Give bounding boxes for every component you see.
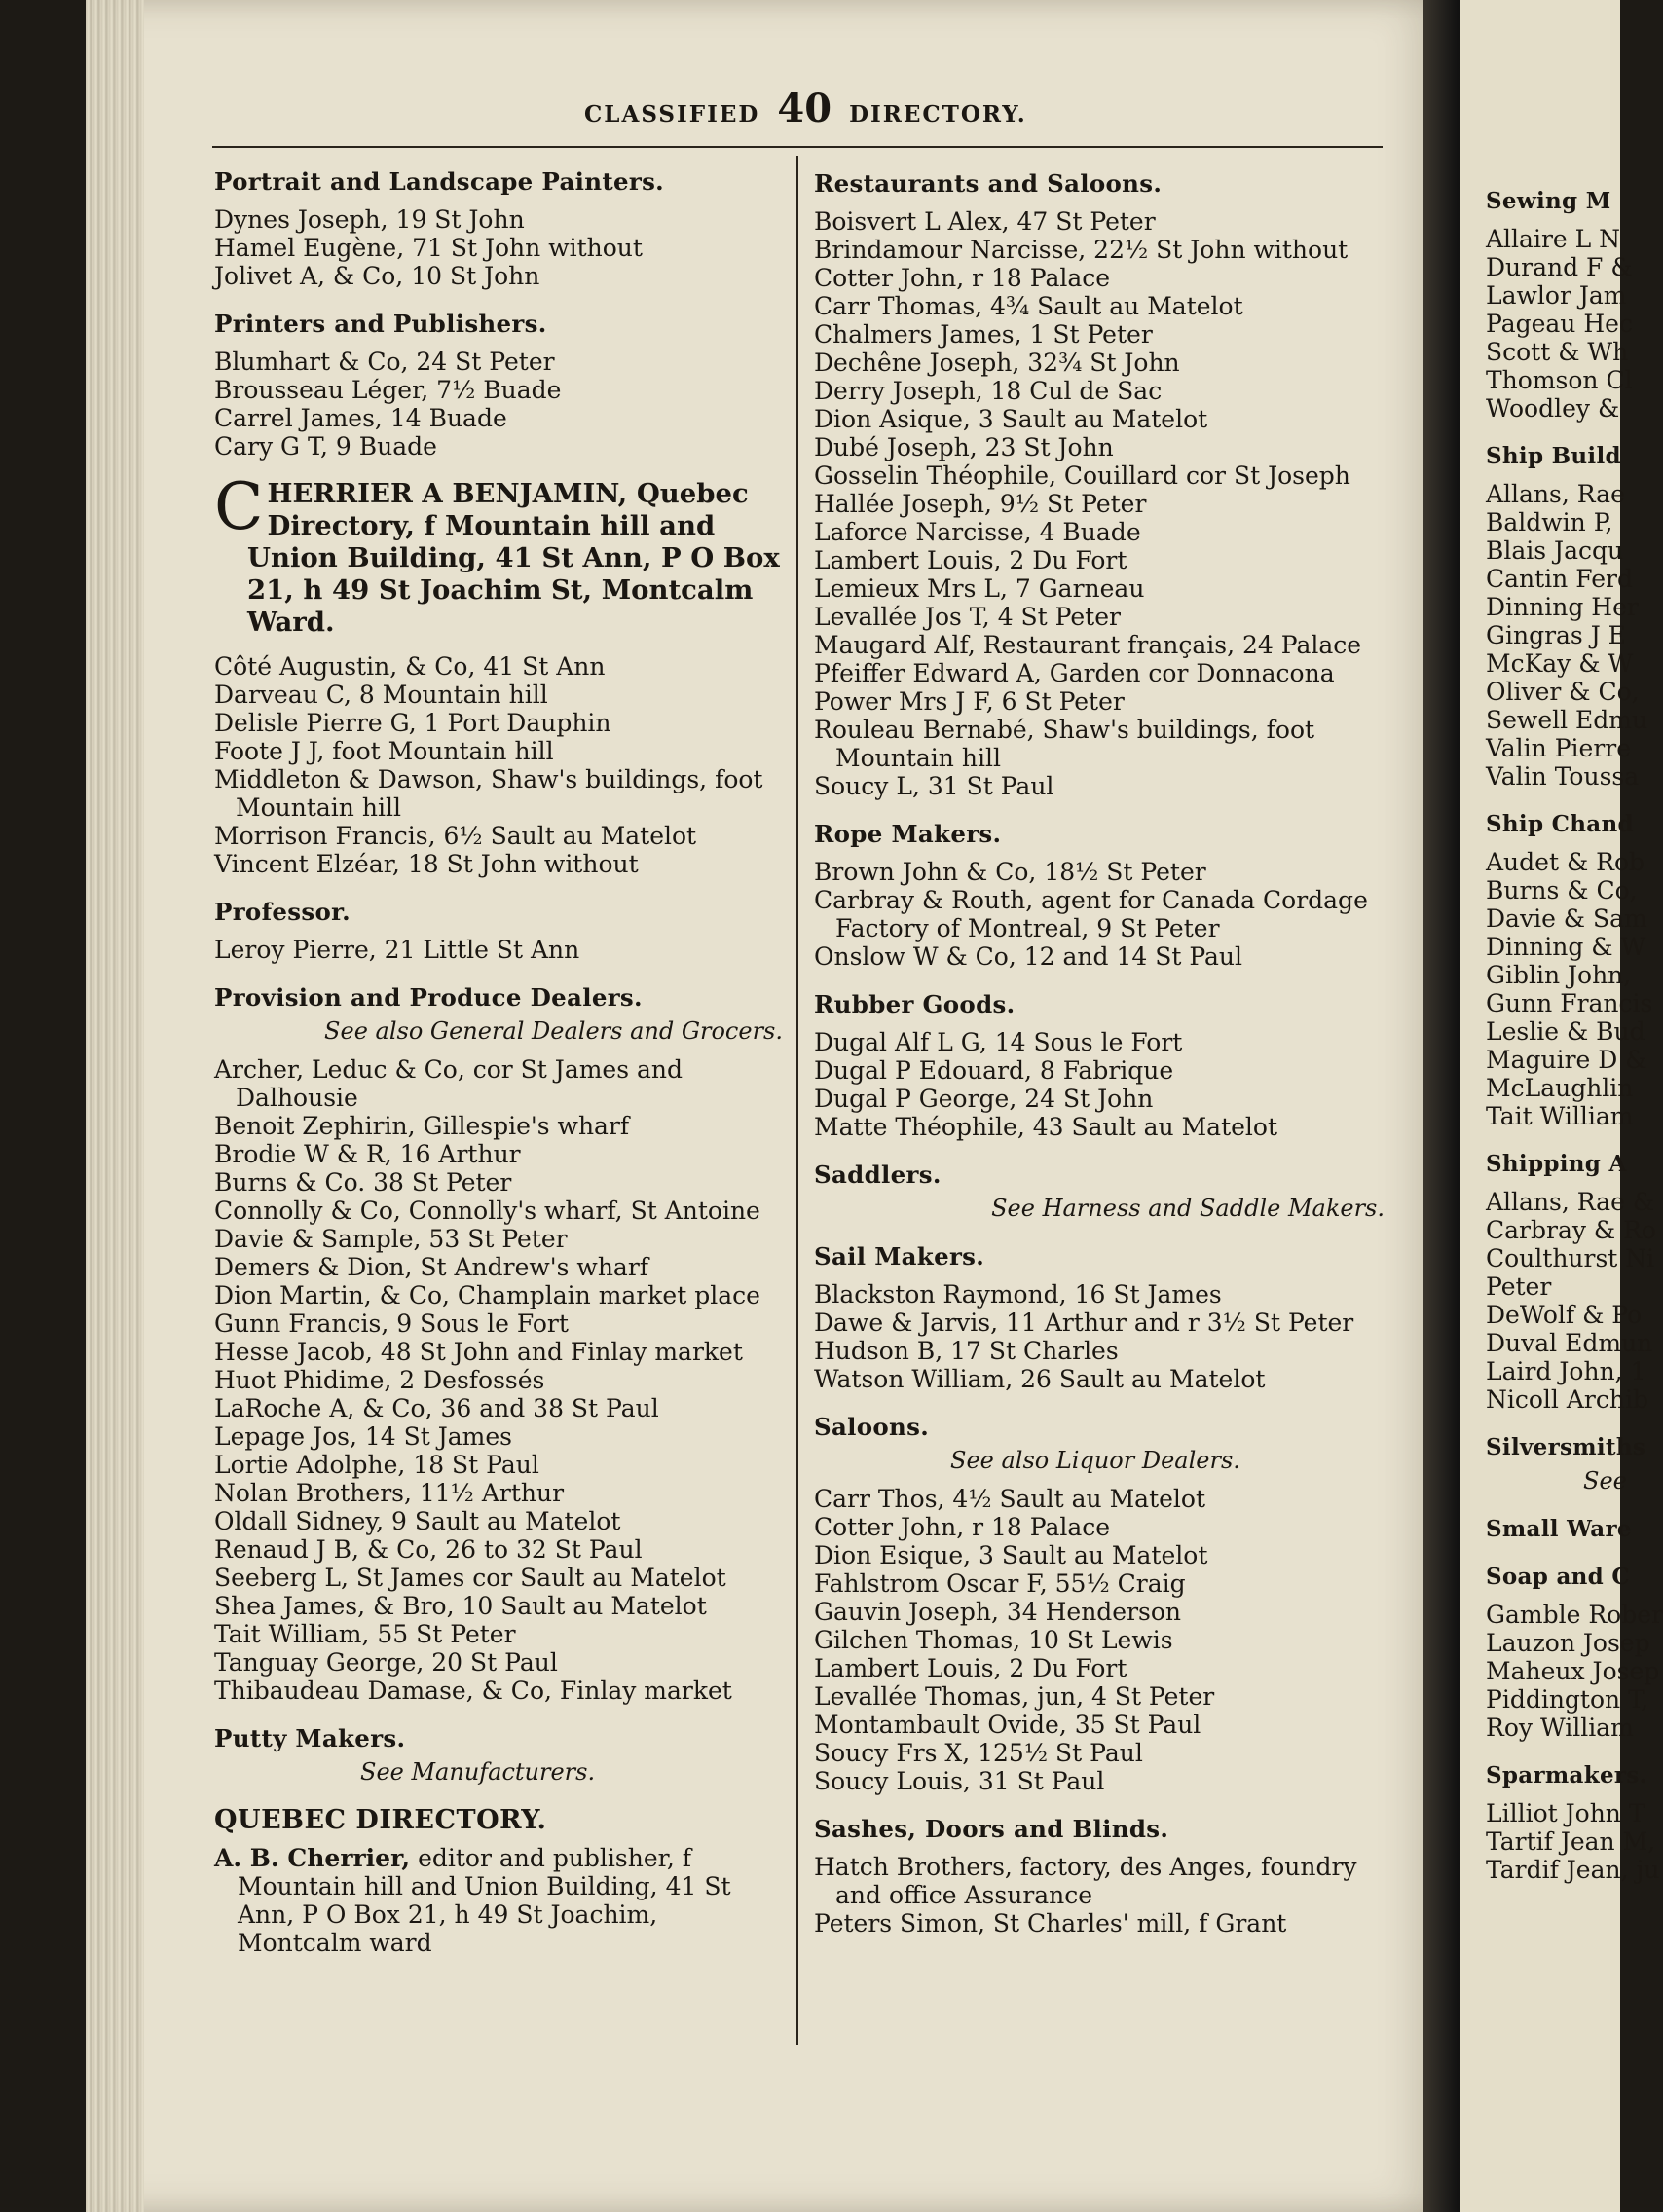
directory-entry: Maugard Alf, Restaurant français, 24 Palace <box>814 631 1362 659</box>
directory-entry: Power Mrs J F, 6 St Peter <box>814 687 1125 716</box>
directory-entry: Leroy Pierre, 21 Little St Ann <box>214 936 580 964</box>
directory-entry: Soucy Frs X, 125½ St Paul <box>814 1739 1143 1767</box>
directory-entry: Dubé Joseph, 23 St John <box>814 433 1114 461</box>
directory-entry: Pfeiffer Edward A, Garden cor Donnacona <box>814 659 1335 687</box>
directory-entry: Peters Simon, St Charles' mill, f Grant <box>814 1909 1287 1937</box>
running-head-left: CLASSIFIED <box>584 101 760 128</box>
section-heading: Putty Makers. <box>214 1724 406 1752</box>
directory-entry: Gamble Rober <box>1486 1601 1663 1629</box>
entry-list <box>214 652 789 878</box>
directory-entry: Valin Pierre <box>1486 734 1632 762</box>
entry-list <box>1486 1601 1663 1742</box>
directory-entry: Blackston Raymond, 16 St James <box>814 1280 1222 1309</box>
column-rule <box>796 156 798 2045</box>
directory-entry: Levallée Jos T, 4 St Peter <box>814 603 1121 631</box>
directory-entry: Audet & Rob <box>1486 848 1645 876</box>
directory-entry: Brown John & Co, 18½ St Peter <box>814 858 1206 886</box>
directory-entry: Carbray & Ro <box>1486 1216 1656 1244</box>
directory-entry: Coulthurst Ni <box>1486 1244 1655 1272</box>
directory-entry: Gingras J E <box>1486 621 1626 649</box>
directory-entry: Carrel James, 14 Buade <box>214 404 507 432</box>
directory-entry: Cantin Ferd <box>1486 565 1633 593</box>
directory-entry: Burns & Co, <box>1486 876 1638 904</box>
directory-entry: Soucy L, 31 St Paul <box>814 772 1054 800</box>
directory-entry: Piddington T, <box>1486 1685 1649 1714</box>
directory-entry: Montambault Ovide, 35 St Paul <box>814 1711 1201 1739</box>
directory-entry: Gosselin Théophile, Couillard cor St Joseph <box>814 461 1350 490</box>
directory-entry: Huot Phidime, 2 Desfossés <box>214 1366 545 1394</box>
directory-entry: Maheux Josep <box>1486 1657 1660 1685</box>
header-rule <box>212 146 1383 148</box>
entry-list <box>814 1280 1390 1393</box>
quebec-directory-title: QUEBEC DIRECTORY. <box>214 1805 547 1835</box>
directory-entry: Hesse Jacob, 48 St John and Finlay market <box>214 1338 743 1366</box>
directory-entry: Carr Thomas, 4¾ Sault au Matelot <box>814 292 1243 320</box>
directory-entry: Dynes Joseph, 19 St John <box>214 205 525 234</box>
directory-entry: Tanguay George, 20 St Paul <box>214 1648 558 1677</box>
directory-entry: Nicoll Archib <box>1486 1385 1648 1414</box>
directory-entry: Lambert Louis, 2 Du Fort <box>814 546 1127 574</box>
entry-list <box>214 1055 789 1705</box>
section-heading: Provision and Produce Dealers. <box>214 983 643 1012</box>
see-note: See Harness and Saddle Makers. <box>991 1195 1385 1222</box>
directory-entry: Benoit Zephirin, Gillespie's wharf <box>214 1112 630 1140</box>
directory-entry: Dechêne Joseph, 32¾ St John <box>814 349 1180 377</box>
directory-entry: Cotter John, r 18 Palace <box>814 1513 1111 1541</box>
directory-entry: Côté Augustin, & Co, 41 St Ann <box>214 652 606 681</box>
see-also-note: See also Liquor Dealers. <box>950 1447 1240 1474</box>
entry-list <box>1486 848 1653 1130</box>
entry-list <box>214 348 789 461</box>
directory-entry: Hudson B, 17 St Charles <box>814 1337 1119 1365</box>
directory-entry: McKay & W <box>1486 649 1634 678</box>
section-heading: Sail Makers. <box>814 1242 985 1271</box>
directory-entry: Baldwin P, <box>1486 508 1613 536</box>
directory-entry: Connolly & Co, Connolly's wharf, St Antoine <box>214 1197 760 1225</box>
directory-entry: Laforce Narcisse, 4 Buade <box>814 518 1141 546</box>
directory-entry: Blais Jacqu <box>1486 536 1624 565</box>
entry-list <box>814 207 1390 800</box>
running-head <box>584 86 1129 131</box>
section-heading: Printers and Publishers. <box>214 310 547 338</box>
directory-entry: Gunn Francis, 9 Sous le Fort <box>214 1309 569 1338</box>
directory-entry: Matte Théophile, 43 Sault au Matelot <box>814 1113 1278 1141</box>
entry-list <box>1486 1188 1656 1414</box>
directory-entry: Lortie Adolphe, 18 St Paul <box>214 1451 539 1479</box>
directory-entry: Brindamour Narcisse, 22½ St John without <box>814 236 1349 264</box>
publisher-name: A. B. Cherrier, <box>214 1844 411 1872</box>
directory-entry: Vincent Elzéar, 18 St John without <box>214 850 639 878</box>
cherrier-advertisement <box>214 469 789 639</box>
entry-list <box>1486 480 1648 791</box>
entry-list <box>1486 225 1642 423</box>
section-heading: Rubber Goods. <box>814 990 1016 1018</box>
section-heading: Sashes, Doors and Blinds. <box>814 1815 1169 1843</box>
directory-entry: Lemieux Mrs L, 7 Garneau <box>814 574 1145 603</box>
directory-entry: Lepage Jos, 14 St James <box>214 1422 512 1451</box>
directory-entry: Peter <box>1486 1272 1552 1301</box>
directory-entry: Hatch Brothers, factory, des Anges, foundry and office Assurance <box>814 1853 1357 1909</box>
see-note: See <box>1583 1467 1627 1494</box>
directory-entry: Watson William, 26 Sault au Matelot <box>814 1365 1266 1393</box>
directory-entry: Dugal Alf L G, 14 Sous le Fort <box>814 1028 1183 1056</box>
directory-entry: Leslie & Bud <box>1486 1017 1645 1046</box>
directory-entry: Demers & Dion, St Andrew's wharf <box>214 1253 649 1281</box>
directory-entry: Oliver & Co, <box>1486 678 1640 706</box>
entry-list <box>814 1485 1390 1795</box>
section-heading: Portrait and Landscape Painters. <box>214 167 664 196</box>
directory-entry: Darveau C, 8 Mountain hill <box>214 681 548 709</box>
directory-entry: Foote J J, foot Mountain hill <box>214 737 554 765</box>
directory-entry: Seeberg L, St James cor Sault au Matelot <box>214 1564 726 1592</box>
directory-entry: Delisle Pierre G, 1 Port Dauphin <box>214 709 611 737</box>
directory-entry: Davie & Sam <box>1486 904 1647 933</box>
directory-entry: Hallée Joseph, 9½ St Peter <box>814 490 1147 518</box>
directory-entry: Jolivet A, & Co, 10 St John <box>214 262 540 290</box>
directory-entry: Dion Martin, & Co, Champlain market place <box>214 1281 760 1309</box>
section-heading: Small Ware <box>1486 1516 1632 1542</box>
directory-entry: Lauzon Josep <box>1486 1629 1650 1657</box>
facing-page-column <box>1486 187 1663 1884</box>
directory-entry: Dinning Her <box>1486 593 1639 621</box>
directory-entry: Dion Esique, 3 Sault au Matelot <box>814 1541 1208 1569</box>
directory-entry: Sewell Edmu <box>1486 706 1648 734</box>
middle-column <box>814 169 1390 1937</box>
entry-list <box>214 205 789 290</box>
directory-entry: Burns & Co. 38 St Peter <box>214 1168 512 1197</box>
directory-entry: Rouleau Bernabé, Shaw's buildings, foot Mountain hill <box>814 716 1315 772</box>
directory-entry: Lilliot John T <box>1486 1799 1645 1827</box>
section-heading: Saddlers. <box>814 1161 942 1189</box>
directory-entry: Davie & Sample, 53 St Peter <box>214 1225 568 1253</box>
directory-entry: Renaud J B, & Co, 26 to 32 St Paul <box>214 1535 643 1564</box>
advertisement-text: HERRIER A BENJAMIN, Quebec Directory, f Mountain hill and Union Building, 41 St Ann, P O Box 21, h 49 St Joachim St, Montcalm Ward. <box>247 478 780 638</box>
directory-entry: Dugal P George, 24 St John <box>814 1085 1154 1113</box>
directory-entry: Duval Edmun <box>1486 1329 1653 1357</box>
directory-entry: Valin Toussa <box>1486 762 1640 791</box>
directory-entry: Levallée Thomas, jun, 4 St Peter <box>814 1682 1215 1711</box>
directory-entry: Lambert Louis, 2 Du Fort <box>814 1654 1127 1682</box>
section-heading: Saloons. <box>814 1413 930 1441</box>
directory-entry: Blumhart & Co, 24 St Peter <box>214 348 555 376</box>
directory-entry: Tait William, 55 St Peter <box>214 1620 516 1648</box>
running-head-right: DIRECTORY. <box>849 101 1027 128</box>
directory-entry: Middleton & Dawson, Shaw's buildings, foot Mountain hill <box>214 765 763 822</box>
directory-entry: Cary G T, 9 Buade <box>214 432 437 461</box>
see-note: See Manufacturers. <box>360 1758 596 1786</box>
section-heading: Soap and C <box>1486 1564 1630 1590</box>
directory-entry: Dion Asique, 3 Sault au Matelot <box>814 405 1208 433</box>
entry-list <box>1486 1799 1660 1884</box>
left-column <box>214 167 789 1957</box>
directory-entry: Laird John, 1 <box>1486 1357 1646 1385</box>
section-heading: Ship Build <box>1486 443 1621 469</box>
section-heading: Ship Chand <box>1486 811 1634 837</box>
entry-list <box>214 936 789 964</box>
directory-entry: Thomson Cl <box>1486 366 1633 394</box>
directory-entry: Carbray & Routh, agent for Canada Cordage Factory of Montreal, 9 St Peter <box>814 886 1368 942</box>
section-heading: Professor. <box>214 898 351 926</box>
directory-entry: McLaughlin <box>1486 1074 1634 1102</box>
directory-entry: Chalmers James, 1 St Peter <box>814 320 1153 349</box>
quebec-directory-entry <box>214 1844 789 1957</box>
directory-entry: Giblin John, <box>1486 961 1632 989</box>
directory-entry: Allans, Rae & <box>1486 1188 1655 1216</box>
publisher-details: editor and publisher, f Mountain hill and Union Building, 41 St Ann, P O Box 21, h 49 St Joachim, Montcalm ward <box>238 1844 731 1957</box>
directory-entry: Lawlor Jam <box>1486 281 1627 310</box>
directory-entry: DeWolf & Po <box>1486 1301 1643 1329</box>
directory-entry: Morrison Francis, 6½ Sault au Matelot <box>214 822 697 850</box>
directory-entry: Shea James, & Bro, 10 Sault au Matelot <box>214 1592 707 1620</box>
section-heading: Shipping A <box>1486 1151 1627 1177</box>
directory-entry: Maguire D & <box>1486 1046 1647 1074</box>
directory-entry: Tardif Jean, ju <box>1486 1856 1660 1884</box>
directory-entry: Nolan Brothers, 11½ Arthur <box>214 1479 565 1507</box>
directory-entry: Tait William <box>1486 1102 1634 1130</box>
entry-list <box>814 1028 1390 1141</box>
directory-entry: Fahlstrom Oscar F, 55½ Craig <box>814 1569 1186 1598</box>
directory-entry: Dugal P Edouard, 8 Fabrique <box>814 1056 1174 1085</box>
page-edges <box>86 0 144 2212</box>
drop-cap: C <box>214 469 264 544</box>
directory-entry: Oldall Sidney, 9 Sault au Matelot <box>214 1507 621 1535</box>
directory-entry: Woodley & <box>1486 394 1620 423</box>
directory-entry: Boisvert L Alex, 47 St Peter <box>814 207 1156 236</box>
section-heading: Sewing M <box>1486 188 1611 214</box>
directory-entry: Cotter John, r 18 Palace <box>814 264 1111 292</box>
directory-entry: Thibaudeau Damase, & Co, Finlay market <box>214 1677 732 1705</box>
directory-entry: Derry Joseph, 18 Cul de Sac <box>814 377 1163 405</box>
directory-entry: Archer, Leduc & Co, cor St James and Dalhousie <box>214 1055 684 1112</box>
section-heading: Silversmiths <box>1486 1434 1646 1460</box>
directory-entry: Brodie W & R, 16 Arthur <box>214 1140 521 1168</box>
directory-entry: Soucy Louis, 31 St Paul <box>814 1767 1105 1795</box>
section-heading: Restaurants and Saloons. <box>814 169 1163 198</box>
directory-entry: Hamel Eugène, 71 St John without <box>214 234 643 262</box>
section-heading: Sparmakers. <box>1486 1762 1647 1788</box>
page-number: 40 <box>777 86 832 131</box>
directory-entry: Tartif Jean M, <box>1486 1827 1656 1856</box>
directory-entry: Allaire L N <box>1486 225 1621 253</box>
directory-entry: Dinning & W <box>1486 933 1646 961</box>
directory-entry: Carr Thos, 4½ Sault au Matelot <box>814 1485 1206 1513</box>
directory-entry: Dawe & Jarvis, 11 Arthur and r 3½ St Peter <box>814 1309 1354 1337</box>
directory-entry: Allans, Rae <box>1486 480 1625 508</box>
entry-list <box>814 858 1390 971</box>
section-heading: Rope Makers. <box>814 820 1002 848</box>
directory-entry: Scott & Wh <box>1486 338 1629 366</box>
directory-entry: LaRoche A, & Co, 36 and 38 St Paul <box>214 1394 659 1422</box>
directory-entry: Pageau Hec <box>1486 310 1633 338</box>
see-also-note: See also General Dealers and Grocers. <box>324 1017 783 1045</box>
directory-entry: Gauvin Joseph, 34 Henderson <box>814 1598 1182 1626</box>
directory-entry: Onslow W & Co, 12 and 14 St Paul <box>814 942 1243 971</box>
directory-entry: Brousseau Léger, 7½ Buade <box>214 376 562 404</box>
entry-list <box>814 1853 1390 1937</box>
directory-entry: Gunn Francis <box>1486 989 1653 1017</box>
directory-entry: Roy William <box>1486 1714 1634 1742</box>
directory-entry: Gilchen Thomas, 10 St Lewis <box>814 1626 1173 1654</box>
directory-entry: Durand F & <box>1486 253 1633 281</box>
